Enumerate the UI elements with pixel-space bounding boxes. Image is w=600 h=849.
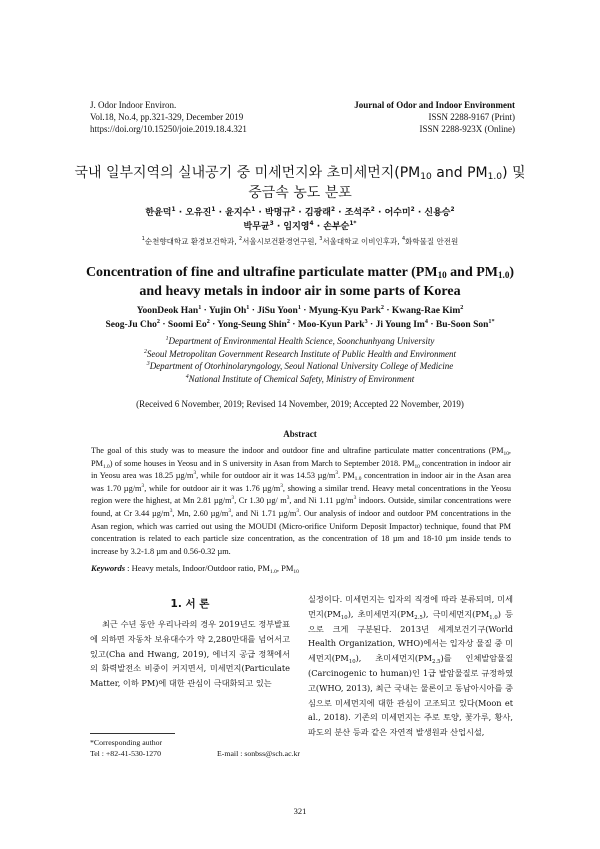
author-affiliation-mark: 1 (171, 207, 176, 213)
author-affiliation-mark: 2 (410, 207, 415, 213)
author-name: Ji Young Im (375, 320, 425, 330)
english-title: Concentration of fine and ultrafine particulate matter ($PM_{10}$ and $PM_{1.0}$) and heavy metals in indoor air in some parts of Korea (85, 265, 515, 299)
korean-affiliations (60, 236, 540, 247)
author-name: 어수미 (384, 208, 411, 218)
received-dates: (Received 6 November, 2019; Revised 14 November, 2019; Accepted 22 November, 2019) (136, 399, 464, 409)
author-name: 김광래 (304, 208, 331, 218)
author-name: Yong-Seung Shin (217, 320, 287, 330)
korean-author-list: 한윤덕$^1$ · 오유진$^1$ · 윤지수$^1$ · 박명규$^2$ · 김광래$^2$ · 조석주$^2$ · 어수미$^2$ · 신용승$^2$ 박무균$^3$ · 임지영$^4$ · 손부순$^{1*}$ (145, 207, 455, 232)
author-name: Yujin Oh (208, 306, 247, 316)
english-author-list: YoonDeok Han$^1$ · Yujin $Oh^1$ · JiSu Yoon$^1$ · Myung-Kyu Park$^2$ · Kwang-Rae Kim$^2$ Seog-Ju Cho$^2$ · Soomi $Eo^2$ · Yong-Seung Shin$^2$ · Moo-Kyun Park$^3$ · Ji Young $Im^4$ · Bu-Soon Son$^{1*}$ (105, 305, 495, 330)
affiliation-mark: 4 (402, 236, 406, 242)
author-name: Moo-Kyun Park (297, 320, 365, 330)
author-affiliation-mark: 2 (380, 305, 384, 311)
affiliation-mark: 2 (238, 236, 243, 242)
author-affiliation-mark: 1 (198, 305, 202, 311)
affiliation-line: $^3$Department of Otorhinolaryngology, Seoul National University College of Medicine (146, 361, 454, 371)
author-affiliation-mark: 1* (349, 221, 357, 227)
author-affiliation-mark: 2 (286, 319, 290, 325)
author-affiliation-mark: 1* (488, 319, 495, 325)
affiliation-line: $^2$Seoul Metropolitan Government Research Institute of Public Health and Environment (143, 348, 457, 359)
author-affiliation-mark: 2 (206, 319, 210, 325)
author-name: 한윤덕 (145, 208, 172, 218)
author-affiliation-mark: 1 (297, 305, 301, 311)
author-affiliation-mark: 2 (450, 207, 455, 213)
author-affiliation-mark: 2 (291, 207, 296, 213)
author-affiliation-mark: 2 (330, 207, 336, 213)
journal-abbreviation: J. Odor Indoor Environ. (90, 100, 177, 110)
journal-name: Journal of Odor and Indoor Environment (354, 100, 515, 110)
affiliation-text: 화학물질 안전원 (405, 237, 459, 246)
affiliation-mark: 3 (319, 236, 323, 242)
author-name: 윤지수 (225, 208, 252, 218)
author-name: Myung-Kyu Park (308, 306, 381, 316)
abstract-heading: Abstract (283, 429, 317, 439)
english-affiliations (60, 335, 540, 385)
affiliation-text: 서울대학교 이비인후과, (322, 237, 402, 246)
telephone: Tel : +82-41-530-1270 (90, 749, 161, 758)
body-column-right: 실정이다. 미세먼지는 입자의 직경에 따라 분류되며, 미세먼지$(PM_{10})$, 초미세먼지$(PM_{2.5})$, 극미세먼지$(PM_{1.0})$ 등으로 크게 구분된다. 2013년 세계보건기구(World Health Organization, WHO)에서는 입자상 물질 중 미세먼지$(PM_{10})$, 초미세먼지$(PM_{2.5})$를 인체발암물질(Carcinogenic to human)인 1급 발암물질로 규정하였고(WHO, 2013), 최근 국내는 물론이고 동남아시아를 중심으로 미세먼지에 대한 관심이 고조되고 있다(Moon et al., 2018). 기존의 미세먼지는 주로 토양, 꽃가루, 황사, 파도의 분산 등과 같은 자연적 발생원과 산업시설, (308, 594, 513, 738)
author-name: 조석주 (344, 208, 371, 218)
author-affiliation-mark: 4 (424, 319, 428, 325)
author-name: Soomi Eo (167, 320, 207, 330)
header-left (90, 99, 247, 135)
affiliation-line: $^1$Department of Environmental Health Science, Soonchunhyang University (165, 336, 435, 346)
page-number: 321 (293, 806, 307, 816)
author-affiliation-mark: 2 (460, 305, 464, 311)
volume-info: Vol.18, No.4, pp.321-329, December 2019 (90, 112, 244, 122)
section-heading-introduction: 1. 서 론 (170, 598, 210, 610)
footnote (90, 737, 300, 759)
corresponding-author-note: *Corresponding author (90, 738, 163, 747)
author-affiliation-mark: 2 (156, 319, 160, 325)
doi-link[interactable]: https://doi.org/10.15250/joie.2019.18.4.321 (90, 124, 247, 134)
author-name: JiSu Yoon (257, 306, 298, 316)
author-affiliation-mark: 1 (246, 305, 250, 311)
author-affiliation-mark: 4 (309, 221, 314, 227)
email-address[interactable]: E-mail : sonbss@sch.ac.kr (217, 749, 300, 758)
author-affiliation-mark: 3 (364, 319, 368, 325)
header-right (354, 99, 515, 135)
author-name: Seog-Ju Cho (105, 320, 157, 330)
affiliation-text: 서울시보건환경연구원, (242, 237, 320, 246)
issn-print: ISSN 2288-9167 (Print) (428, 112, 515, 122)
author-affiliation-mark: 1 (211, 207, 216, 213)
author-name: 박명규 (264, 208, 292, 218)
author-name: YoonDeok Han (136, 306, 199, 316)
affiliation-text: 순천향대학교 환경보건학과, (144, 237, 239, 246)
author-name: 신용승 (424, 208, 451, 218)
footnote-rule (90, 733, 175, 734)
body-column-left: 최근 수년 동안 우리나라의 경우 2019년도 정부발표에 의하면 자동차 보유대수가 약 2,280만대를 넘어서고 있고(Cha and Hwang, 2019), 에너지 공급 정책에서의 화력발전소 비중이 커지면서, 미세먼지(Particulate Matter, 이하 PM)에 대한 관심이 극대화되고 있는 (90, 619, 290, 689)
korean-title: 국내 일부지역의 실내공기 중 미세먼지와 초미세먼지($PM_{10}$ and $PM_{1.0}$) 및 중금속 농도 분포 (74, 165, 526, 201)
keywords-label: Keywords (91, 563, 125, 573)
issn-online: ISSN 2288-923X (Online) (419, 124, 515, 134)
keywords: Keywords : Heavy metals, Indoor/Outdoor ratio, $PM_{1.0}$, $PM_{10}$ (91, 563, 299, 575)
abstract-text: The goal of this study was to measure the indoor and outdoor fine and ultrafine particulate matter concentrations ($PM_{10}$, $PM_{1.0}$) of some houses in Yeosu and in S university in Asan from March to September 2018. $PM_{10}$ concentration in indoor air in Yeosu area was 18.25 $\mu g/m^3$, while for outdoor air it was 14.53 $\mu g/m^3$. $PM_{1.0}$ concentration in indoor air in the Asan area was 1.70 $\mu g/m^3$, while for outdoor air it was 1.76 $\mu g/m^3$, showing a similar trend. Heavy metal concentrations in the Yeosu region were the highest, at Mn 2.81 $\mu g/m^3$, Cr 1.30 µg/ $m^3$, and Ni 1.11 $\mu g/m^3$ indoors. Outside, similar concentrations were found, at Cr 3.44 $\mu g/m^3$, Mn, 2.60 $\mu g/m^3$, and Ni 1.71 $\mu g/m^3$. Our analysis of indoor and outdoor PM concentrations in the Asan region, which was carried out using the MOUDI (Micro-orifice Uniform Deposit Impactor) technique, found that PM concentration is related to each particle size concentration, as the concentration of 18 µm and 18-10 µm inside tends to increase by 3.2-1.8 µm and 0.56-0.32 µm. (91, 446, 512, 556)
author-affiliation-mark: 3 (269, 221, 274, 227)
author-name: 오유진 (185, 208, 212, 218)
author-name: Kwang-Rae Kim (391, 306, 461, 316)
author-affiliation-mark: 1 (251, 207, 256, 213)
author-name: Bu-Soon Son (435, 320, 489, 330)
affiliation-line: $^4$National Institute of Chemical Safety, Ministry of Environment (185, 373, 415, 384)
author-affiliation-mark: 2 (370, 207, 375, 213)
author-name: 박무균 (243, 222, 270, 232)
author-name: 임지영 (283, 222, 310, 232)
affiliation-mark: 1 (141, 236, 145, 242)
author-name: 손부순 (323, 222, 350, 232)
